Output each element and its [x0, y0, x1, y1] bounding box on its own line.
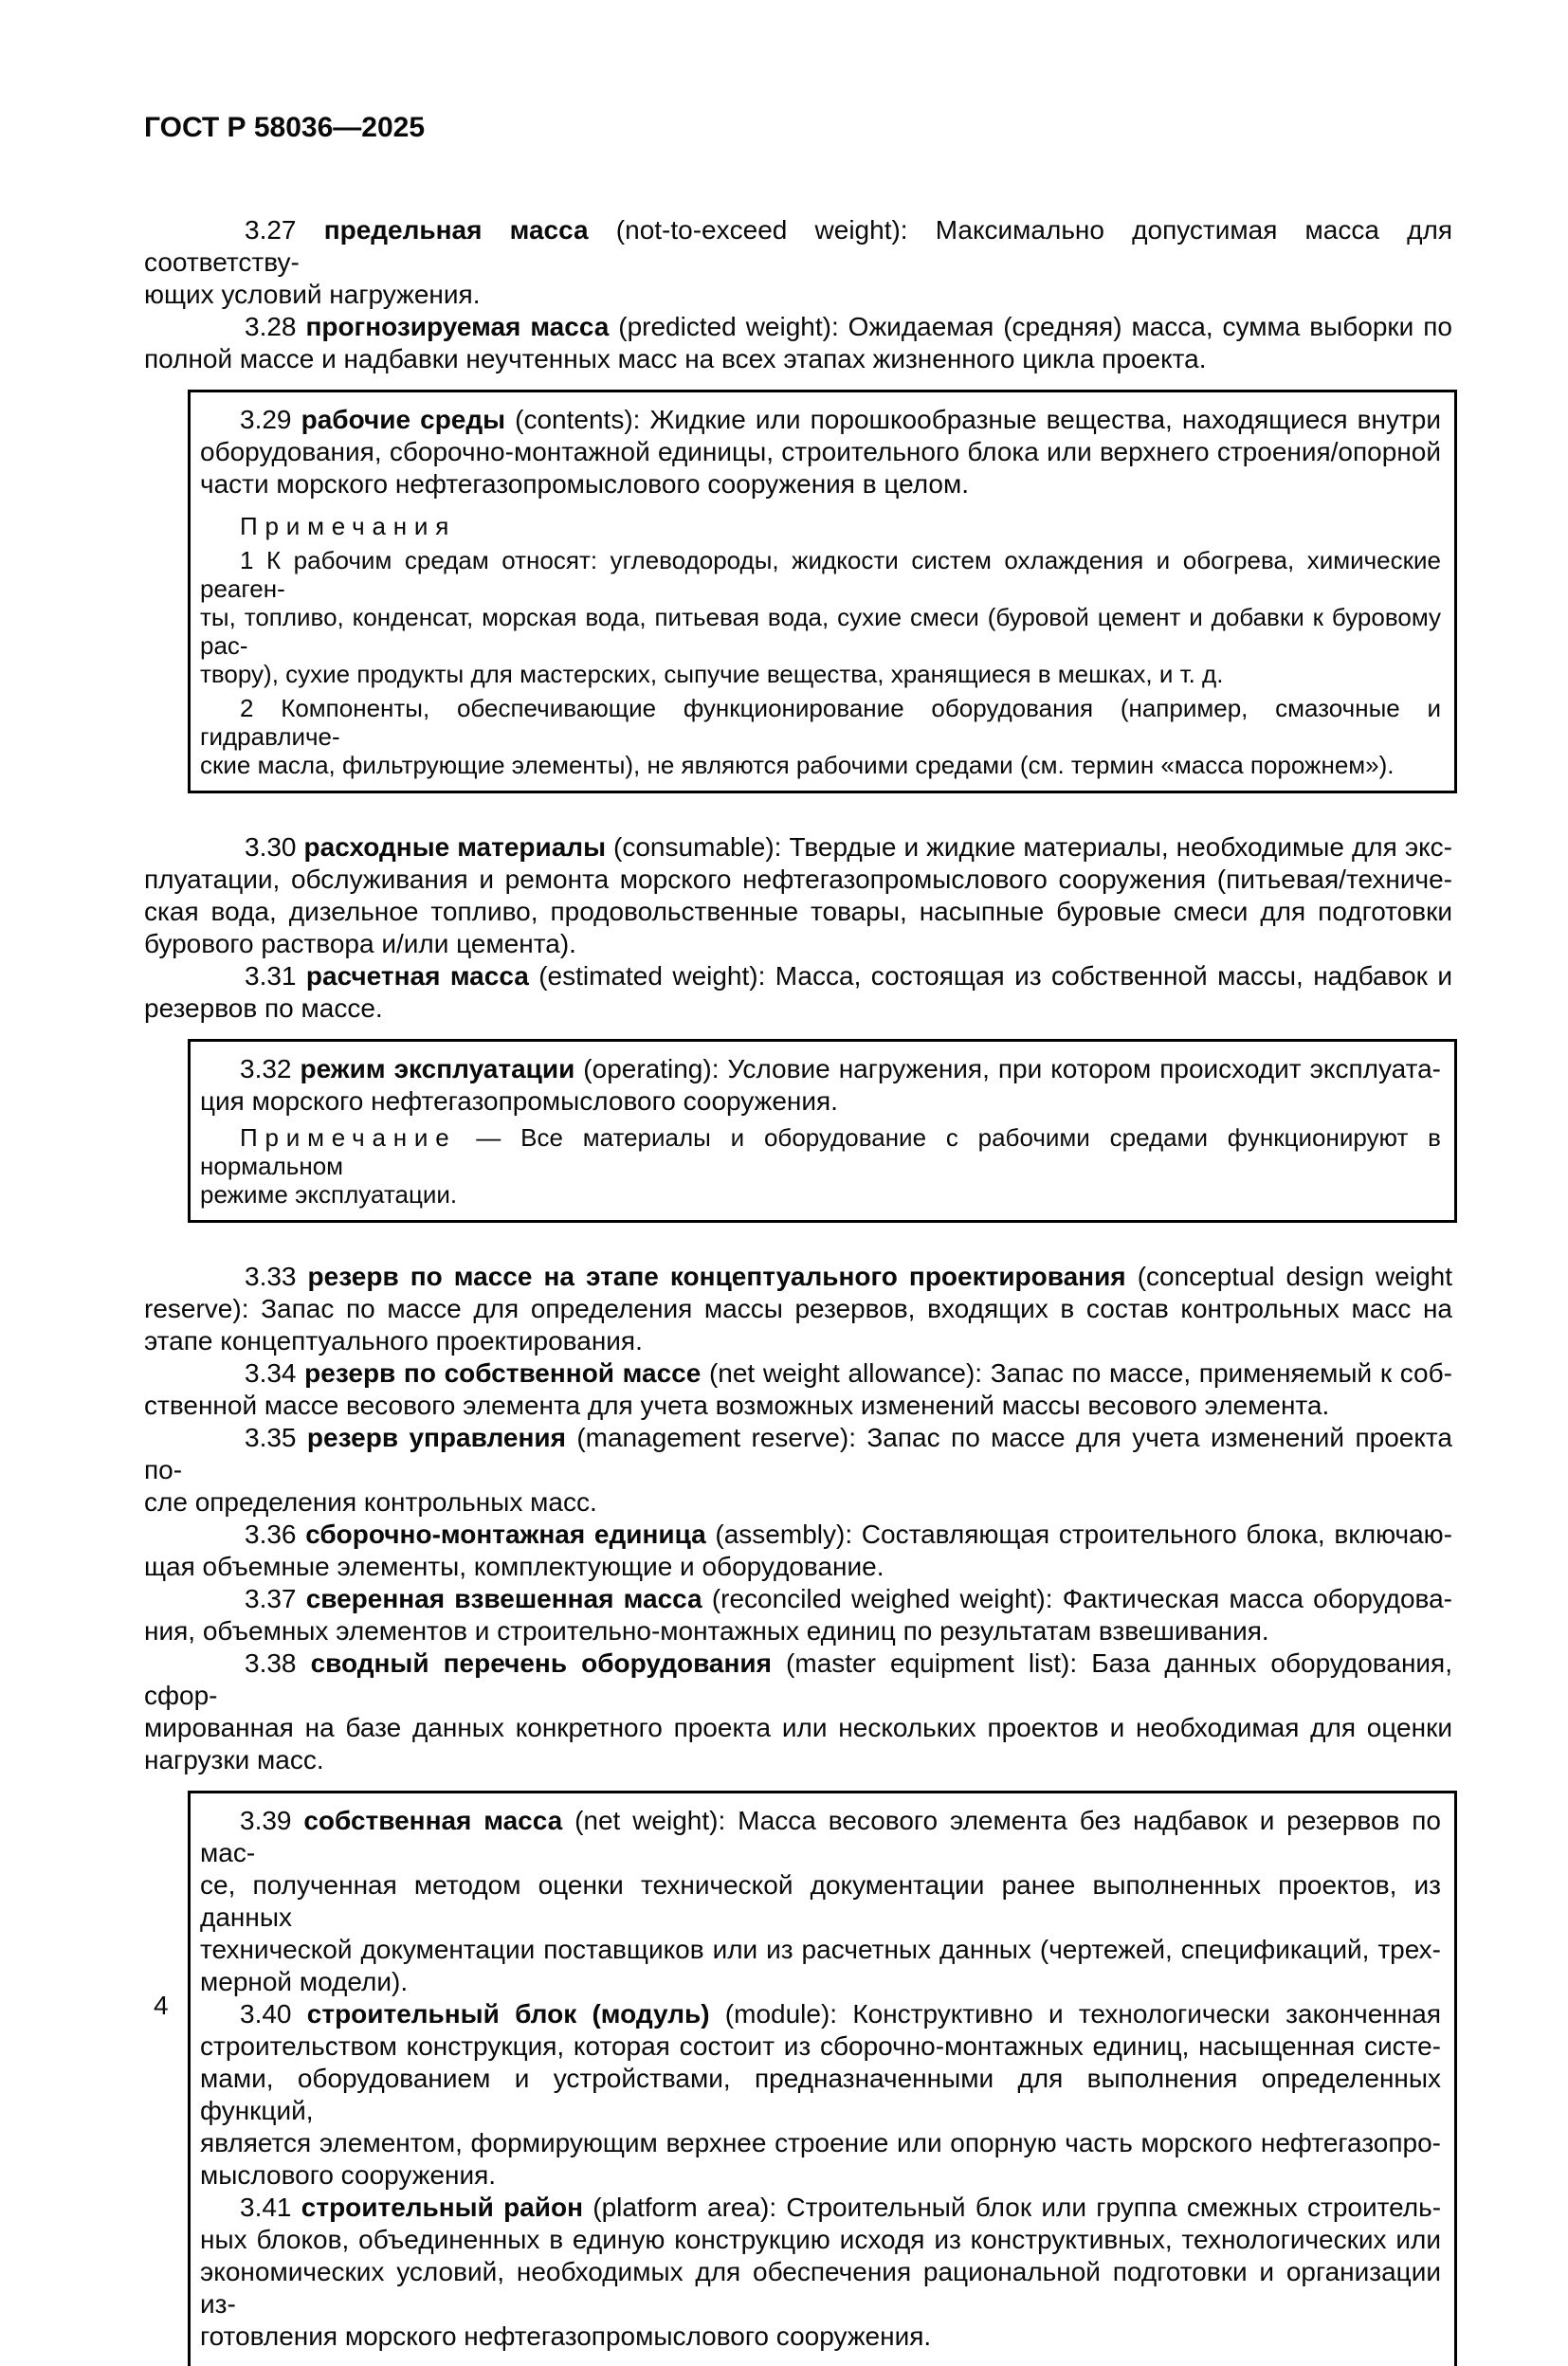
text-line: мерной модели).: [200, 1967, 409, 1996]
boxed-terms-3-39-3-41: [188, 1791, 1457, 2366]
text-line: полной массе и надбавки неучтенных масс на всех этапах жизненного цикла проекта.: [144, 344, 1207, 373]
term-3-34: [144, 1357, 1452, 1422]
text-line: ния, объемных элементов и строительно-монтажных единиц по результатам взвешивания.: [144, 1616, 1269, 1646]
page-number: 4: [154, 1991, 169, 2020]
term-3-36: [144, 1519, 1452, 1583]
term-3-41: [200, 2192, 1441, 2353]
text-line: ных блоков, объединенных в единую конструкцию исходя из конструктивных, технологических или: [200, 2225, 1441, 2254]
text-line: 2 Компоненты, обеспечивающие функционирование оборудования (например, смазочные и гидравличе-: [200, 694, 1441, 751]
text-line: технической документации поставщиков или из расчетных данных (чертежей, спецификаций, трех-: [200, 1935, 1441, 1964]
term-bold: резерв по собственной массе: [304, 1358, 702, 1388]
standard-designation: ГОСТ Р 58036—2025: [144, 112, 426, 143]
boxed-term-3-29: [188, 390, 1457, 793]
text-line: режиме эксплуатации.: [200, 1180, 458, 1209]
note-1: [200, 546, 1441, 688]
text-line: ющих условий нагружения.: [144, 280, 481, 309]
text-line: 3.32 режим эксплуатации (operating): Условие нагружения, при котором происходит эксплуата-: [240, 1054, 1442, 1083]
term-3-33: [144, 1261, 1452, 1357]
text-line: ция морского нефтегазопромыслового сооружения.: [200, 1086, 838, 1116]
note-label: Примечание: [240, 1123, 457, 1152]
term-bold: режим эксплуатации: [300, 1054, 575, 1083]
text-line: нагрузки масс.: [144, 1745, 324, 1774]
text-line: оборудования, сборочно-монтажной единицы, строительного блока или верхнего строения/опорной: [200, 437, 1441, 466]
term-3-37: [144, 1583, 1452, 1647]
text-line: 3.29 рабочие среды (contents): Жидкие или порошкообразные вещества, находящиеся внутри: [240, 405, 1441, 434]
note-3-32: [200, 1123, 1441, 1209]
note-2: [200, 694, 1441, 779]
term-bold: сверенная взвешенная масса: [305, 1584, 702, 1613]
notes-label-text: Примечания: [240, 512, 457, 540]
text-line: 3.37 сверенная взвешенная масса (reconciled weighed weight): Фактическая масса оборудова-: [245, 1584, 1452, 1613]
text-line: мированная на базе данных конкретного проекта или нескольких проектов и необходимая для оценки: [144, 1713, 1452, 1742]
text-line: 3.36 сборочно-монтажная единица (assembly): Составляющая строительного блока, включаю-: [245, 1520, 1452, 1549]
term-3-40: [200, 1998, 1441, 2192]
text-line: строительством конструкция, которая состоит из сборочно-монтажных единиц, насыщенная систе-: [200, 2031, 1441, 2061]
term-3-35: [144, 1422, 1452, 1519]
text-line: 3.33 резерв по массе на этапе концептуального проектирования (conceptual design weight: [245, 1262, 1452, 1291]
text-line: 3.38 сводный перечень оборудования (master equipment list): База данных оборудования, сфор-: [144, 1648, 1452, 1710]
term-3-28: [144, 311, 1452, 375]
text-line: 3.31 расчетная масса (estimated weight): Масса, состоящая из собственной массы, надбавок и: [245, 961, 1452, 991]
text-line: Примечание — Все материалы и оборудование с рабочими средами функционируют в нормальном: [200, 1123, 1441, 1180]
notes-label: [200, 512, 1441, 540]
term-bold: предельная масса: [323, 215, 589, 245]
text-line: бурового раствора и/или цемента).: [144, 929, 576, 958]
text-line: ственной массе весового элемента для учета возможных изменений массы весового элемента.: [144, 1391, 1330, 1420]
term-bold: строительный блок (модуль): [306, 1999, 710, 2029]
text-line: твору), сухие продукты для мастерских, сыпучие вещества, хранящиеся в мешках, и т. д.: [200, 660, 1224, 688]
term-3-32: [200, 1053, 1441, 1118]
term-3-38: [144, 1647, 1452, 1776]
text-line: этапе концептуального проектирования.: [144, 1326, 643, 1356]
page-content: [144, 112, 1452, 2366]
text-line: экономических условий, необходимых для обеспечения рациональной подготовки и организации из-: [200, 2257, 1441, 2319]
term-bold: собственная масса: [303, 1806, 563, 1835]
text-line: 3.41 строительный район (platform area): Строительный блок или группа смежных строитель-: [240, 2193, 1442, 2222]
text-line: ская вода, дизельное топливо, продовольственные товары, насыпные буровые смеси для подготовки: [144, 897, 1452, 926]
text-line: 3.34 резерв по собственной массе (net weight allowance): Запас по массе, применяемый к соб-: [245, 1358, 1452, 1388]
text-line: щая объемные элементы, комплектующие и оборудование.: [144, 1552, 884, 1581]
term-bold: резерв по массе на этапе концептуального проектирования: [307, 1262, 1126, 1291]
term-3-27: [144, 214, 1452, 311]
text-line: 3.40 строительный блок (модуль) (module): Конструктивно и технологически законченная: [240, 1999, 1442, 2029]
text-line: сле определения контрольных масс.: [144, 1487, 597, 1517]
text-line: плуатации, обслуживания и ремонта морского нефтегазопромыслового сооружения (питьевая/техниче-: [144, 864, 1452, 894]
text-line: части морского нефтегазопромыслового сооружения в целом.: [200, 469, 970, 499]
text-line: готовления морского нефтегазопромыслового сооружения.: [200, 2321, 932, 2351]
term-bold: расчетная масса: [305, 961, 529, 991]
text-line: се, полученная методом оценки технической документации ранее выполненных проектов, из данных: [200, 1870, 1441, 1932]
term-3-29: [200, 404, 1441, 500]
term-bold: сборочно-монтажная единица: [305, 1520, 706, 1549]
term-3-31: [144, 960, 1452, 1025]
term-bold: прогнозируемая масса: [305, 312, 610, 341]
text-line: ты, топливо, конденсат, морская вода, питьевая вода, сухие смеси (буровой цемент и добавки к буровому рас-: [200, 603, 1441, 660]
boxed-term-3-32: [188, 1039, 1457, 1223]
text-line: резервов по массе.: [144, 993, 383, 1023]
text-line: 3.35 резерв управления (management reserve): Запас по массе для учета изменений проекта по-: [144, 1423, 1453, 1484]
text-line: 3.27 предельная масса (not-to-exceed weight): Максимально допустимая масса для соответству-: [144, 215, 1452, 277]
text-line: мыслового сооружения.: [200, 2160, 497, 2190]
text-line: 1 К рабочим средам относят: углеводороды, жидкости систем охлаждения и обогрева, химические реаген-: [200, 546, 1441, 603]
text-line: 3.28 прогнозируемая масса (predicted weight): Ожидаемая (средняя) масса, сумма выборки по: [245, 312, 1452, 341]
term-bold: сводный перечень оборудования: [310, 1648, 772, 1678]
term-bold: строительный район: [301, 2193, 583, 2222]
text-line: 3.39 собственная масса (net weight): Масса весового элемента без надбавок и резервов по мас-: [200, 1806, 1441, 1867]
text-line: reserve): Запас по массе для определения массы резервов, входящих в состав контрольных масс на: [144, 1294, 1452, 1323]
text-line: является элементом, формирующим верхнее строение или опорную часть морского нефтегазопро-: [200, 2128, 1441, 2157]
term-bold: рабочие среды: [301, 405, 506, 434]
text-line: 3.30 расходные материалы (consumable): Твердые и жидкие материалы, необходимые для экс-: [245, 832, 1453, 862]
term-3-39: [200, 1805, 1441, 1998]
term-3-30: [144, 831, 1452, 960]
text-line: мами, оборудованием и устройствами, предназначенными для выполнения определенных функций,: [200, 2064, 1441, 2125]
document-body: [144, 214, 1452, 2366]
term-bold: расходные материалы: [303, 832, 607, 862]
text-line: ские масла, фильтрующие элементы), не являются рабочими средами (см. термин «масса порожнем»).: [200, 751, 1395, 779]
term-bold: резерв управления: [306, 1423, 566, 1452]
